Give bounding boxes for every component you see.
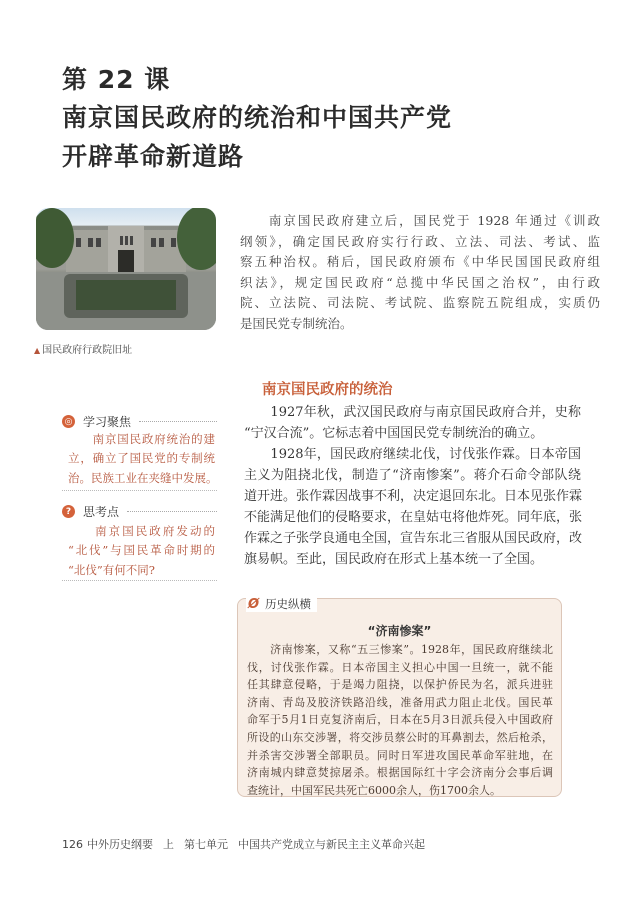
target-icon: ◎ bbox=[62, 415, 75, 428]
focus-line: 治。民族工业在夹缝中发展。 bbox=[68, 470, 218, 485]
focus-text bbox=[68, 430, 218, 488]
box-line: 所设的山东交涉署，将交涉员蔡公时的耳鼻割去，然后枪杀， bbox=[247, 730, 553, 744]
section-body bbox=[244, 402, 581, 570]
focus-label: 学习聚焦 bbox=[83, 415, 132, 429]
box-line: 济南惨案，又称“五三惨案”。1928年，国民政府继续北 bbox=[247, 643, 553, 656]
body-line: 作霖之子张学良通电全国，宣告东北三省服从国民政府，改 bbox=[244, 531, 583, 546]
book-title: 中外历史纲要 bbox=[87, 838, 153, 851]
lesson-title-line-1: 南京国民政府的统治和中国共产党 bbox=[62, 103, 453, 132]
unit-number: 第七单元 bbox=[184, 838, 228, 851]
body-line: 不能满足他们的侵略要求，在皇姑屯将他炸死。同年底，张 bbox=[244, 510, 583, 525]
think-line: 南京国民政府发动的 bbox=[68, 524, 215, 538]
question-icon: ? bbox=[62, 505, 75, 518]
divider bbox=[62, 580, 217, 581]
page-number: 126 bbox=[62, 838, 83, 851]
divider bbox=[62, 490, 217, 491]
page-footer bbox=[62, 836, 435, 852]
body-line: “宁汉合流”。它标志着中国国民党专制统治的确立。 bbox=[244, 426, 544, 441]
intro-line: 院、立法院、司法院、考试院、监察院五院组成，实质仍 bbox=[240, 295, 600, 311]
dotted-rule bbox=[127, 511, 217, 512]
think-line: “北伐”有何不同? bbox=[68, 562, 155, 577]
intro-line: 织法》，规定国民政府“总揽中华民国之治权”，由行政 bbox=[240, 274, 600, 290]
box-line: 伐，讨伐张作霖。日本帝国主义担心中国一旦统一，就不能 bbox=[247, 660, 553, 674]
history-icon: Ø bbox=[248, 596, 260, 612]
box-line: 命军于5月1日克复济南后，日本在5月3日派兵侵入中国政府 bbox=[247, 713, 553, 727]
section-heading: 南京国民政府的统治 bbox=[262, 382, 393, 398]
history-box-label: 历史纵横 bbox=[265, 597, 312, 611]
intro-line: 南京国民政府建立后，国民党于 1928 年通过《训政 bbox=[240, 213, 600, 228]
lesson-number: 第 22 课 bbox=[62, 65, 171, 94]
body-line: 主义为阻挠北伐，制造了“济南惨案”。蒋介石命令部队绕 bbox=[244, 468, 581, 483]
focus-header bbox=[62, 413, 217, 430]
history-box-title: “济南惨案” bbox=[367, 624, 432, 638]
photo-caption bbox=[34, 341, 132, 356]
intro-line: 纲领》，确定国民政府实行行政、立法、司法、考试、监 bbox=[240, 233, 600, 249]
body-line: 旗易帜。至此，国民政府在形式上基本统一了全国。 bbox=[244, 552, 544, 567]
lesson-title-line-2: 开辟革命新道路 bbox=[62, 142, 245, 171]
focus-line: 立，确立了国民党的专制统 bbox=[68, 451, 215, 466]
intro-line: 察五种治权。稍后，国民政府颁布《中华民国国民政府组 bbox=[240, 254, 600, 270]
think-line: “北伐”与国民革命时期的 bbox=[68, 543, 215, 558]
box-line: 任其肆意侵略，于是竭力阻挠，以保护侨民为名，派兵进驻 bbox=[247, 678, 553, 692]
volume: 上 bbox=[163, 838, 174, 851]
box-line: 济南、青岛及胶济铁路沿线，准备用武力阻止北伐。国民革 bbox=[247, 695, 553, 709]
dotted-rule bbox=[139, 421, 217, 422]
building-photo bbox=[36, 208, 216, 330]
focus-line: 南京国民政府统治的建 bbox=[68, 432, 215, 446]
history-box-text bbox=[247, 641, 553, 799]
intro-line: 是国民党专制统治。 bbox=[240, 315, 353, 331]
think-text bbox=[68, 522, 215, 580]
think-label: 思考点 bbox=[83, 505, 120, 519]
body-line: 1927年秋，武汉国民政府与南京国民政府合并，史称 bbox=[244, 405, 581, 420]
think-header bbox=[62, 503, 217, 520]
triangle-marker-icon: ▲ bbox=[34, 346, 41, 355]
box-line: 济南城内肆意焚掠屠杀。根据国际红十字会济南分会事后调 bbox=[247, 766, 553, 780]
box-line: 并杀害交涉署全部职员。同时日军进攻国民革命军驻地，在 bbox=[247, 748, 553, 762]
intro-paragraph bbox=[240, 211, 600, 335]
body-line: 道开进。张作霖因战事不利，决定退回东北。日本见张作霖 bbox=[244, 489, 583, 504]
history-box-header bbox=[246, 596, 317, 612]
caption-text: 国民政府行政院旧址 bbox=[42, 345, 133, 356]
body-line: 1928年，国民政府继续北伐，讨伐张作霖。日本帝国 bbox=[244, 447, 581, 462]
box-line: 查统计，中国军民共死亡6000余人，伤1700余人。 bbox=[247, 783, 501, 797]
unit-title: 中国共产党成立与新民主主义革命兴起 bbox=[238, 838, 425, 851]
